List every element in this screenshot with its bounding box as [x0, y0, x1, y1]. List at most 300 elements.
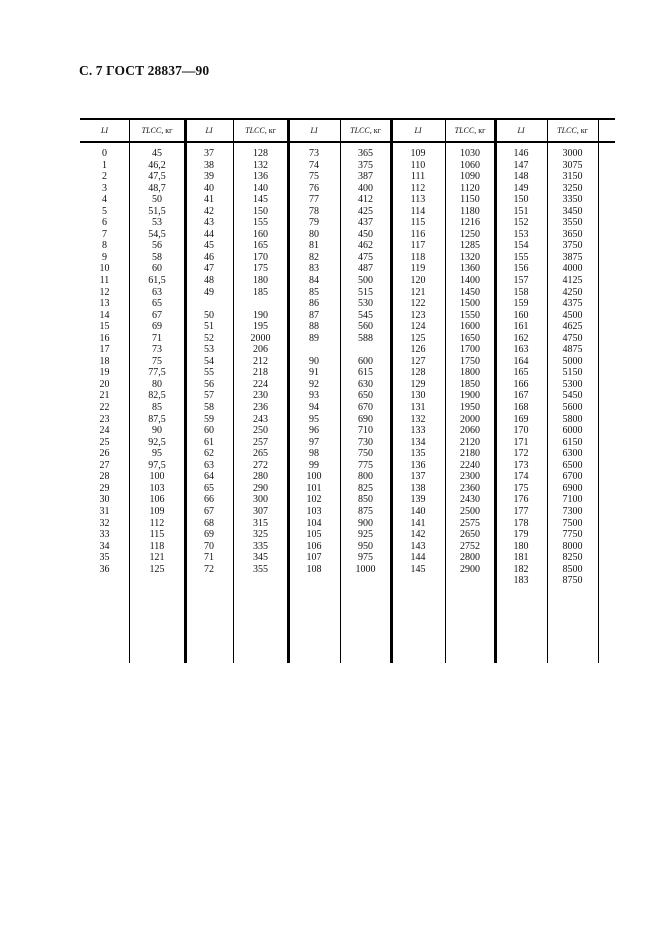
li-cell: 4 [102, 194, 107, 206]
li-cell: 171 [513, 436, 529, 448]
li-cell: 76 [309, 182, 319, 194]
li-cell: 68 [204, 517, 214, 529]
li-cell: 98 [309, 448, 319, 460]
tlcc-cell: 69 [152, 321, 162, 333]
li-cell: 63 [204, 459, 214, 471]
tlcc-cell: 412 [358, 194, 373, 206]
tlcc-cell: 1600 [460, 321, 480, 333]
header-label: LI [310, 126, 318, 135]
li-cell: 88 [309, 321, 319, 333]
tlcc-cell: 150 [253, 205, 268, 217]
li-cell: 106 [306, 540, 322, 552]
tlcc-cell: 2060 [460, 425, 480, 437]
tlcc-cell: 60 [152, 263, 162, 275]
tlcc-cell: 975 [358, 552, 373, 564]
tlcc-cell: 195 [253, 321, 268, 333]
li-cell: 31 [99, 505, 110, 517]
li-cell: 54 [204, 355, 214, 367]
tlcc-cell: 1320 [460, 251, 480, 263]
li-cell: 33 [99, 529, 110, 541]
li-column [80, 148, 129, 575]
li-cell: 74 [309, 159, 319, 171]
tlcc-cell: 1060 [460, 159, 480, 171]
li-cell: 46 [204, 251, 214, 263]
li-cell: 11 [99, 275, 110, 287]
tlcc-cell: 7750 [562, 529, 583, 541]
tlcc-cell: 1000 [355, 563, 376, 575]
tlcc-cell: 1150 [460, 194, 480, 206]
li-cell: 101 [306, 482, 322, 494]
li-cell: 84 [309, 275, 319, 287]
tlcc-cell: 145 [253, 194, 268, 206]
tlcc-cell: 475 [358, 251, 373, 263]
header-label: LI [205, 126, 213, 135]
tlcc-cell: 387 [358, 171, 373, 183]
tlcc-column [445, 148, 495, 575]
li-cell: 160 [513, 309, 529, 321]
tlcc-cell: 4500 [562, 309, 583, 321]
tlcc-cell: 112 [149, 517, 165, 529]
tlcc-cell: 236 [253, 402, 268, 414]
tlcc-cell: 2800 [460, 552, 480, 564]
li-cell: 138 [410, 482, 426, 494]
tlcc-cell: 2752 [460, 540, 480, 552]
tlcc-cell: 690 [358, 413, 373, 425]
li-column [391, 148, 445, 575]
li-cell: 42 [204, 205, 214, 217]
li-cell: 47 [204, 263, 214, 275]
tlcc-column [547, 148, 598, 587]
tlcc-cell: 61,5 [148, 275, 166, 287]
li-cell: 19 [99, 367, 110, 379]
li-cell: 38 [204, 159, 214, 171]
li-cell: 150 [513, 194, 529, 206]
tlcc-cell: 530 [358, 298, 373, 310]
tlcc-cell: 925 [358, 529, 373, 541]
li-cell: 166 [513, 378, 529, 390]
tlcc-cell: 670 [358, 402, 373, 414]
li-cell: 131 [410, 402, 426, 414]
header-tlcc [129, 120, 185, 141]
tlcc-cell: 265 [253, 448, 268, 460]
tlcc-cell: 87,5 [148, 413, 166, 425]
header-unit: кг [476, 126, 486, 135]
tlcc-cell: 51,5 [148, 205, 166, 217]
tlcc-cell: 1450 [460, 286, 480, 298]
tlcc-cell: 73 [152, 344, 162, 356]
tlcc-cell [340, 344, 391, 356]
li-cell: 40 [204, 182, 214, 194]
tlcc-cell: 875 [358, 505, 373, 517]
li-cell: 85 [309, 286, 319, 298]
li-cell: 99 [309, 459, 319, 471]
tlcc-cell: 615 [358, 367, 373, 379]
li-cell: 1 [102, 159, 107, 171]
li-cell: 113 [410, 194, 426, 206]
li-cell: 24 [99, 425, 110, 437]
li-cell: 144 [410, 552, 426, 564]
li-cell: 154 [513, 240, 529, 252]
tlcc-cell: 1360 [460, 263, 480, 275]
li-cell: 109 [410, 148, 426, 159]
tlcc-cell: 128 [253, 148, 268, 159]
tlcc-cell: 1750 [460, 355, 480, 367]
li-cell: 183 [513, 575, 529, 587]
tlcc-cell: 3075 [562, 159, 583, 171]
tlcc-cell: 1650 [460, 332, 480, 344]
tlcc-cell: 1120 [460, 182, 480, 194]
li-cell: 56 [204, 378, 214, 390]
header-unit: кг [578, 126, 588, 135]
tlcc-cell: 8000 [562, 540, 583, 552]
li-cell: 55 [204, 367, 214, 379]
li-column [288, 148, 340, 575]
tlcc-cell: 3250 [562, 182, 583, 194]
tlcc-cell: 97,5 [148, 459, 166, 471]
tlcc-cell: 825 [358, 482, 373, 494]
li-cell: 5 [102, 205, 107, 217]
li-cell: 57 [204, 390, 214, 402]
li-cell [288, 344, 340, 356]
tlcc-column [340, 148, 391, 575]
tlcc-cell: 1800 [460, 367, 480, 379]
tlcc-cell: 185 [253, 286, 268, 298]
tlcc-cell: 212 [253, 355, 268, 367]
li-cell: 136 [410, 459, 426, 471]
tlcc-cell: 3875 [562, 251, 583, 263]
tlcc-cell: 2575 [460, 517, 480, 529]
li-cell: 169 [513, 413, 529, 425]
li-cell: 80 [309, 228, 319, 240]
tlcc-cell: 7500 [562, 517, 583, 529]
tlcc-cell: 132 [253, 159, 268, 171]
li-cell: 126 [410, 344, 426, 356]
li-cell [185, 298, 233, 310]
tlcc-cell: 190 [253, 309, 268, 321]
tlcc-cell: 375 [358, 159, 373, 171]
li-cell: 26 [99, 448, 110, 460]
li-cell: 14 [99, 309, 110, 321]
header-label: TLCC, [245, 126, 267, 135]
header-label: TLCC, [350, 126, 372, 135]
li-cell: 2 [102, 171, 107, 183]
tlcc-cell: 3450 [562, 205, 583, 217]
tlcc-cell: 1250 [460, 228, 480, 240]
tlcc-cell: 950 [358, 540, 373, 552]
li-cell: 146 [513, 148, 529, 159]
tlcc-cell: 3750 [562, 240, 583, 252]
tlcc-cell: 243 [253, 413, 268, 425]
li-cell: 86 [309, 298, 319, 310]
li-cell: 151 [513, 205, 529, 217]
tlcc-cell: 545 [358, 309, 373, 321]
li-cell: 161 [513, 321, 529, 333]
header-unit: кг [163, 126, 173, 135]
tlcc-cell: 2430 [460, 494, 480, 506]
li-cell: 170 [513, 425, 529, 437]
tlcc-cell: 1090 [460, 171, 480, 183]
tlcc-cell: 155 [253, 217, 268, 229]
tlcc-cell: 82,5 [148, 390, 166, 402]
tlcc-cell: 47,5 [148, 171, 166, 183]
li-cell: 176 [513, 494, 529, 506]
tlcc-cell: 180 [253, 275, 268, 287]
tlcc-cell: 3550 [562, 217, 583, 229]
tlcc-cell: 71 [152, 332, 162, 344]
tlcc-cell: 85 [152, 402, 162, 414]
li-cell: 130 [410, 390, 426, 402]
tlcc-cell: 4125 [562, 275, 583, 287]
tlcc-cell: 750 [358, 448, 373, 460]
tlcc-cell: 1180 [460, 205, 480, 217]
li-cell: 39 [204, 171, 214, 183]
tlcc-cell: 7300 [562, 505, 583, 517]
tlcc-cell: 3150 [562, 171, 583, 183]
tlcc-cell: 345 [253, 552, 268, 564]
tlcc-cell: 650 [358, 390, 373, 402]
li-cell: 178 [513, 517, 529, 529]
li-cell: 134 [410, 436, 426, 448]
li-cell: 45 [204, 240, 214, 252]
tlcc-cell: 6500 [562, 459, 583, 471]
tlcc-cell: 5000 [562, 355, 583, 367]
li-cell: 29 [99, 482, 110, 494]
li-cell: 96 [309, 425, 319, 437]
li-cell: 17 [99, 344, 110, 356]
li-cell: 153 [513, 228, 529, 240]
li-cell: 36 [99, 563, 110, 575]
li-cell: 16 [99, 332, 110, 344]
li-cell: 181 [513, 552, 529, 564]
li-cell: 32 [99, 517, 110, 529]
li-cell: 90 [309, 355, 319, 367]
li-cell: 159 [513, 298, 529, 310]
li-cell: 120 [410, 275, 426, 287]
header-tlcc [547, 120, 598, 141]
li-cell: 53 [204, 344, 214, 356]
li-column [495, 148, 547, 587]
tlcc-cell: 80 [152, 378, 162, 390]
li-cell: 66 [204, 494, 214, 506]
tlcc-cell: 850 [358, 494, 373, 506]
li-cell: 7 [102, 228, 107, 240]
li-cell: 152 [513, 217, 529, 229]
li-cell: 71 [204, 552, 214, 564]
tlcc-cell: 272 [253, 459, 268, 471]
li-cell: 180 [513, 540, 529, 552]
tlcc-cell: 1030 [460, 148, 480, 159]
li-cell: 95 [309, 413, 319, 425]
li-cell: 179 [513, 529, 529, 541]
tlcc-cell: 6000 [562, 425, 583, 437]
li-cell: 158 [513, 286, 529, 298]
li-cell: 135 [410, 448, 426, 460]
tlcc-cell: 50 [152, 194, 162, 206]
header-li [495, 120, 547, 141]
li-cell: 156 [513, 263, 529, 275]
tlcc-cell: 5450 [562, 390, 583, 402]
tlcc-cell: 600 [358, 355, 373, 367]
tlcc-column [233, 148, 288, 575]
tlcc-cell: 775 [358, 459, 373, 471]
tlcc-cell: 109 [149, 505, 165, 517]
li-cell: 94 [309, 402, 319, 414]
li-cell: 61 [204, 436, 214, 448]
li-cell: 145 [410, 563, 426, 575]
li-cell: 22 [99, 402, 110, 414]
li-cell: 79 [309, 217, 319, 229]
li-cell: 72 [204, 563, 214, 575]
tlcc-cell: 121 [149, 552, 165, 564]
li-cell: 21 [99, 390, 110, 402]
tlcc-cell: 3000 [562, 148, 583, 159]
tlcc-cell: 2650 [460, 529, 480, 541]
li-cell: 141 [410, 517, 426, 529]
tlcc-cell: 630 [358, 378, 373, 390]
tlcc-cell: 515 [358, 286, 373, 298]
tlcc-cell: 710 [358, 425, 373, 437]
tlcc-cell: 46,2 [148, 159, 166, 171]
tlcc-cell: 3350 [562, 194, 583, 206]
tlcc-cell: 95 [152, 448, 162, 460]
tlcc-cell: 1216 [460, 217, 480, 229]
li-cell: 93 [309, 390, 319, 402]
tlcc-cell: 92,5 [148, 436, 166, 448]
li-cell: 110 [410, 159, 426, 171]
li-cell: 165 [513, 367, 529, 379]
li-cell: 0 [102, 148, 107, 159]
li-cell: 177 [513, 505, 529, 517]
tlcc-cell: 365 [358, 148, 373, 159]
li-cell: 65 [204, 482, 214, 494]
header-label: TLCC, [557, 126, 579, 135]
li-cell: 167 [513, 390, 529, 402]
li-cell: 164 [513, 355, 529, 367]
li-cell: 127 [410, 355, 426, 367]
li-cell: 18 [99, 355, 110, 367]
tlcc-cell: 1285 [460, 240, 480, 252]
tlcc-cell: 1850 [460, 378, 480, 390]
li-cell: 58 [204, 402, 214, 414]
tlcc-cell: 136 [253, 171, 268, 183]
li-cell: 20 [99, 378, 110, 390]
tlcc-cell: 2500 [460, 505, 480, 517]
tlcc-cell: 2180 [460, 448, 480, 460]
tlcc-cell: 1550 [460, 309, 480, 321]
tlcc-cell: 106 [149, 494, 165, 506]
tlcc-cell: 5600 [562, 402, 583, 414]
tlcc-cell: 54,5 [148, 228, 166, 240]
li-cell: 30 [99, 494, 110, 506]
tlcc-cell: 1950 [460, 402, 480, 414]
li-cell: 142 [410, 529, 426, 541]
tlcc-cell: 2240 [460, 459, 480, 471]
tlcc-cell: 53 [152, 217, 162, 229]
tlcc-cell: 900 [358, 517, 373, 529]
tlcc-cell: 140 [253, 182, 268, 194]
tlcc-column [129, 148, 185, 575]
li-cell: 117 [410, 240, 426, 252]
li-cell: 119 [410, 263, 426, 275]
li-cell: 92 [309, 378, 319, 390]
tlcc-cell: 4750 [562, 332, 583, 344]
li-cell: 8 [102, 240, 107, 252]
tlcc-cell: 450 [358, 228, 373, 240]
li-cell: 123 [410, 309, 426, 321]
li-cell: 125 [410, 332, 426, 344]
li-cell: 13 [99, 298, 110, 310]
li-cell: 89 [309, 332, 319, 344]
li-cell: 77 [309, 194, 319, 206]
li-cell: 10 [99, 263, 110, 275]
header-tlcc [233, 120, 288, 141]
li-cell: 70 [204, 540, 214, 552]
tlcc-cell: 1700 [460, 344, 480, 356]
tlcc-cell: 437 [358, 217, 373, 229]
li-cell: 91 [309, 367, 319, 379]
tlcc-cell: 4000 [562, 263, 583, 275]
li-cell: 162 [513, 332, 529, 344]
tlcc-cell: 5150 [562, 367, 583, 379]
tlcc-cell: 1500 [460, 298, 480, 310]
li-cell: 51 [204, 321, 214, 333]
li-cell: 64 [204, 471, 214, 483]
li-cell: 75 [309, 171, 319, 183]
tlcc-cell: 75 [152, 355, 162, 367]
tlcc-cell: 487 [358, 263, 373, 275]
tlcc-cell: 224 [253, 378, 268, 390]
tlcc-cell: 800 [358, 471, 373, 483]
tlcc-cell: 118 [149, 540, 165, 552]
li-cell: 59 [204, 413, 214, 425]
li-cell: 50 [204, 309, 214, 321]
tlcc-cell: 1400 [460, 275, 480, 287]
tlcc-cell [233, 298, 288, 310]
tlcc-cell: 8250 [562, 552, 583, 564]
li-cell: 37 [204, 148, 214, 159]
tlcc-cell: 6150 [562, 436, 583, 448]
li-cell: 49 [204, 286, 214, 298]
tlcc-cell: 5300 [562, 378, 583, 390]
tlcc-cell: 560 [358, 321, 373, 333]
tlcc-cell: 2300 [460, 471, 480, 483]
li-cell: 35 [99, 552, 110, 564]
tlcc-cell: 218 [253, 367, 268, 379]
li-cell: 25 [99, 436, 110, 448]
tlcc-cell: 4625 [562, 321, 583, 333]
tlcc-cell: 462 [358, 240, 373, 252]
tlcc-cell: 45 [152, 148, 162, 159]
li-cell: 122 [410, 298, 426, 310]
column-divider [598, 119, 599, 663]
li-cell: 143 [410, 540, 426, 552]
li-cell: 28 [99, 471, 110, 483]
li-cell: 121 [410, 286, 426, 298]
li-cell: 175 [513, 482, 529, 494]
li-cell: 62 [204, 448, 214, 460]
li-cell: 129 [410, 378, 426, 390]
tlcc-cell: 315 [253, 517, 268, 529]
tlcc-cell: 2000 [250, 332, 271, 344]
tlcc-cell: 63 [152, 286, 162, 298]
li-cell: 149 [513, 182, 529, 194]
li-cell: 174 [513, 471, 529, 483]
li-cell: 78 [309, 205, 319, 217]
tlcc-cell: 2120 [460, 436, 480, 448]
header-label: LI [100, 126, 109, 135]
tlcc-cell: 325 [253, 529, 268, 541]
tlcc-cell: 730 [358, 436, 373, 448]
